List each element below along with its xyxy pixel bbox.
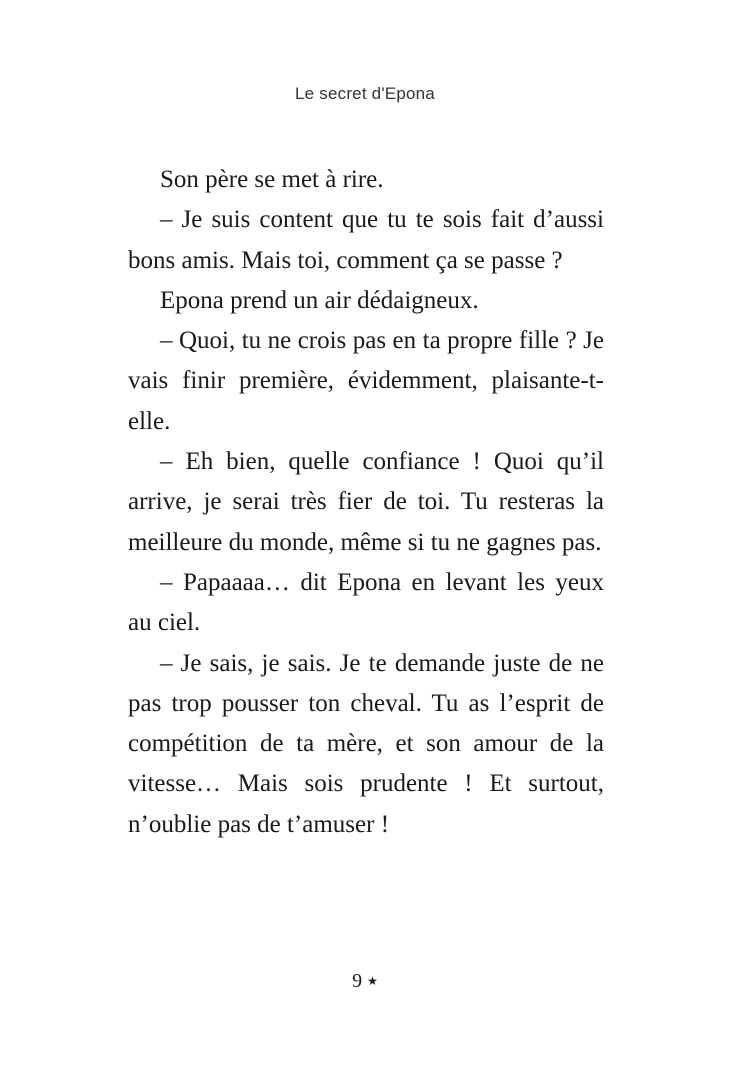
paragraph: Epona prend un air dédaigneux.: [160, 286, 479, 314]
running-header: Le secret d'Epona: [295, 84, 435, 103]
body-text: [128, 160, 604, 845]
paragraph: – Je suis content que tu te sois fait d’aussi bons amis. Mais toi, comment ça se passe ?: [128, 206, 604, 274]
page-number: 9: [352, 970, 363, 992]
paragraph: Son père se met à rire.: [160, 166, 384, 193]
page-footer: [0, 970, 730, 993]
paragraph: – Papaaaa… dit Epona en levant les yeux au ciel.: [128, 568, 604, 637]
paragraph: – Eh bien, quelle confiance ! Quoi qu’il arrive, je serai très fier de toi. Tu resteras la meilleure du monde, même si tu ne gagnes pas.: [128, 448, 604, 556]
star-icon: ★: [367, 974, 378, 988]
paragraph: – Quoi, tu ne crois pas en ta propre fille ? Je vais finir première, évidemment, plaisante-t-elle.: [128, 327, 604, 435]
paragraph: – Je sais, je sais. Je te demande juste de ne pas trop pousser ton cheval. Tu as l’esprit de compétition de ta mère, et son amour de la vitesse… Mais sois prudente ! Et surtout, n’oublie pas de t’amuser !: [128, 649, 604, 838]
